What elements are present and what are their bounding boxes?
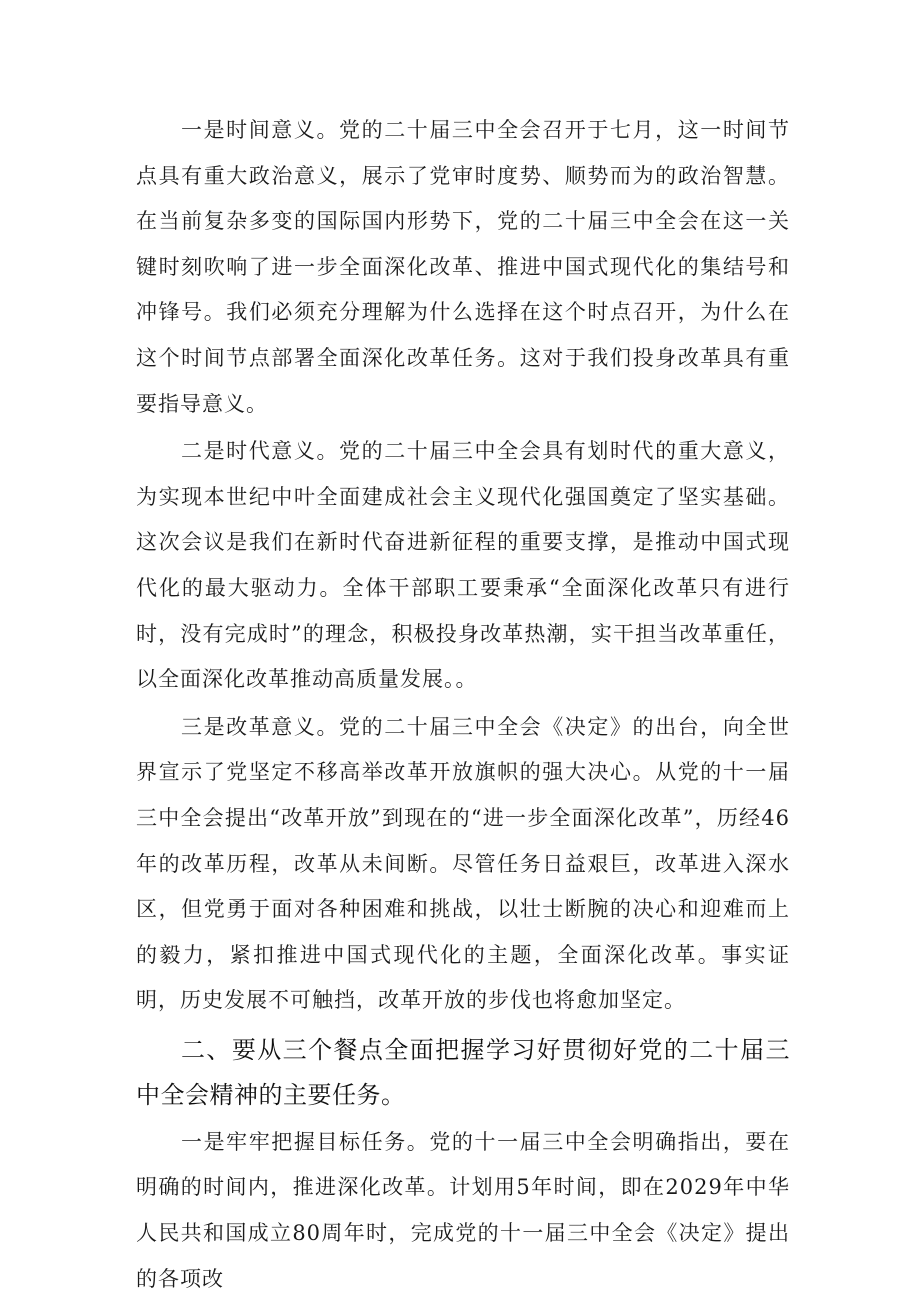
document-body (136, 108, 790, 1304)
paragraph-target-tasks: 一是牢牢把握目标任务。党的十一届三中全会明确指出，要在明确的时间内，推进深化改革。计划用5年时间，即在2029年中华人民共和国成立80周年时，完成党的十一届三中全会《决定》提出的各项改 (136, 1129, 790, 1291)
section-heading: 二、要从三个餐点全面把握学习好贯彻好党的二十届三中全会精神的主要任务。 (136, 1035, 790, 1109)
paragraph-era-significance: 二是时代意义。党的二十届三中全会具有划时代的重大意义，为实现本世纪中叶全面建成社会主义现代化强国奠定了坚实基础。这次会议是我们在新时代奋进新征程的重要支撑，是推动中国式现代化的最大驱动力。全体干部职工要秉承“全面深化改革只有进行时，没有完成时”的理念，积极投身改革热潮，实干担当改革重任，以全面深化改革推动高质量发展。。 (136, 439, 790, 692)
paragraph-time-significance: 一是时间意义。党的二十届三中全会召开于七月，这一时间节点具有重大政治意义，展示了党审时度势、顺势而为的政治智慧。在当前复杂多变的国际国内形势下，党的二十届三中全会在这一关键时刻吹响了进一步全面深化改革、推进中国式现代化的集结号和冲锋号。我们必须充分理解为什么选择在这个时点召开，为什么在这个时间节点部署全面深化改革任务。这对于我们投身改革具有重要指导意义。 (136, 118, 790, 416)
paragraph-reform-significance: 三是改革意义。党的二十届三中全会《决定》的出台，向全世界宣示了党坚定不移高举改革开放旗帜的强大决心。从党的十一届三中全会提出“改革开放”到现在的“进一步全面深化改革”，历经46年的改革历程，改革从未间断。尽管任务日益艰巨，改革进入深水区，但党勇于面对各种困难和挑战，以壮士断腕的决心和迎难而上的毅力，紧扣推进中国式现代化的主题，全面深化改革。事实证明，历史发展不可触挡，改革开放的步伐也将愈加坚定。 (136, 714, 790, 1013)
